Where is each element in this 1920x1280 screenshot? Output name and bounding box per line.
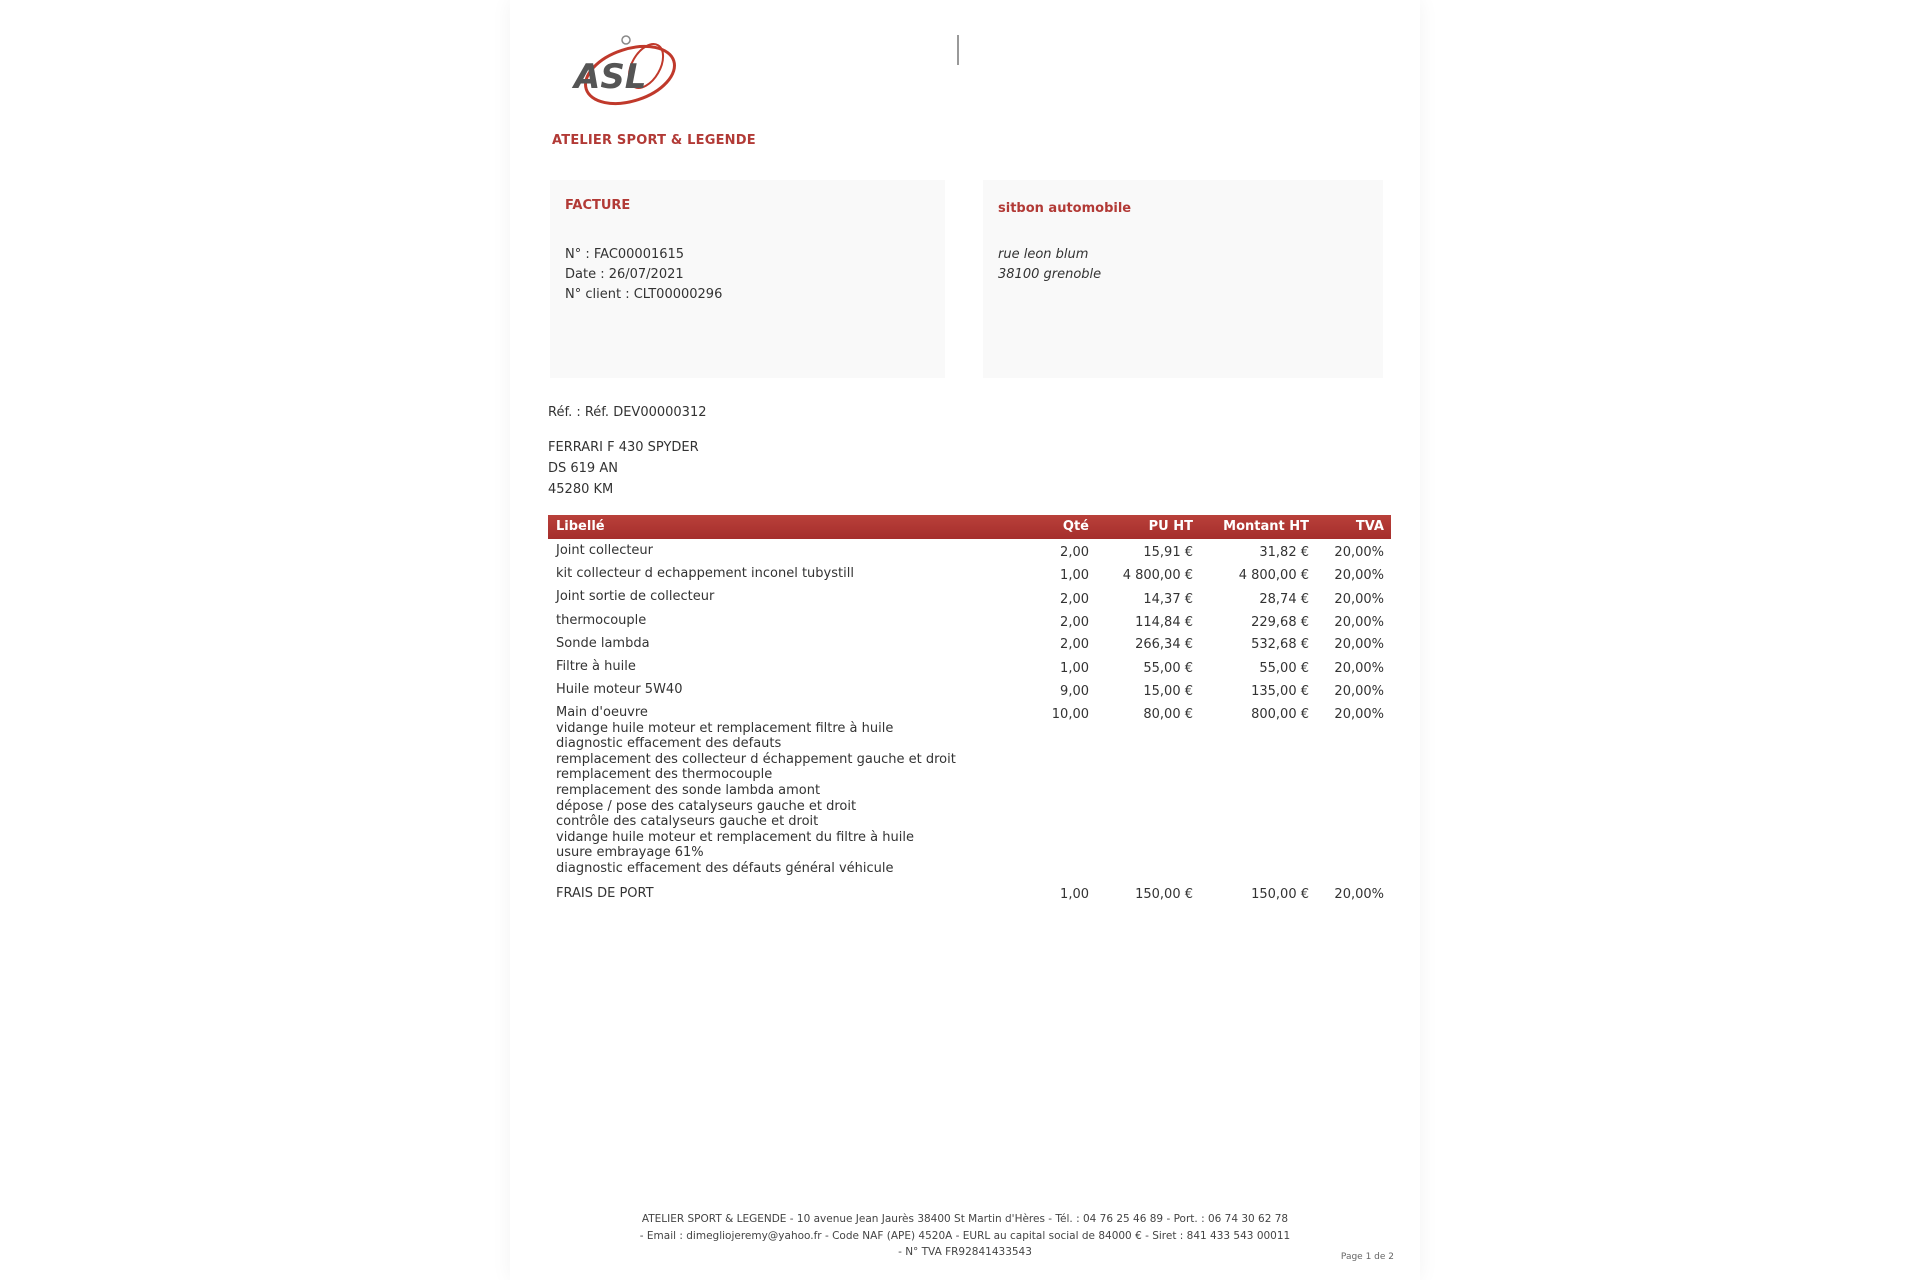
labor-detail: remplacement des sonde lambda amont — [556, 782, 821, 798]
client-city: 38100 grenoble — [998, 267, 1102, 282]
logo-text: ASL — [574, 57, 647, 97]
cell-montant: 55,00 € — [1259, 661, 1309, 676]
cell-tva: 20,00% — [1334, 637, 1384, 652]
cell-pu: 15,91 € — [1143, 545, 1193, 560]
header-qte: Qté — [1062, 519, 1089, 534]
footer-line-3: - N° TVA FR92841433543 — [898, 1246, 1032, 1258]
table-row — [548, 658, 1391, 681]
cell-libelle: kit collecteur d echappement inconel tubystill — [556, 566, 854, 581]
vehicle-plate: DS 619 AN — [548, 461, 618, 476]
labor-detail: contrôle des catalyseurs gauche et droit — [556, 814, 819, 830]
labor-detail: diagnostic effacement des défauts général véhicule — [556, 860, 894, 876]
cell-tva: 20,00% — [1334, 684, 1384, 699]
labor-detail: vidange huile moteur et remplacement du filtre à huile — [556, 829, 914, 845]
labor-detail: dépose / pose des catalyseurs gauche et droit — [556, 798, 857, 814]
company-logo — [558, 30, 688, 115]
cell-pu: 4 800,00 € — [1122, 568, 1193, 583]
labor-detail: usure embrayage 61% — [556, 845, 704, 861]
cell-libelle: Joint sortie de collecteur — [556, 589, 715, 604]
page-footer — [510, 1211, 1420, 1261]
cell-pu: 150,00 € — [1135, 887, 1193, 902]
table-row — [548, 634, 1391, 658]
page-number: Page 1 de 2 — [1340, 1252, 1394, 1262]
cell-qte: 1,00 — [1060, 568, 1089, 583]
header-tva: TVA — [1355, 519, 1384, 534]
cell-libelle: thermocouple — [556, 613, 647, 628]
vehicle-model: FERRARI F 430 SPYDER — [548, 440, 699, 455]
cell-pu: 14,37 € — [1143, 592, 1193, 607]
table-row — [548, 611, 1391, 634]
cell-libelle: Joint collecteur — [556, 543, 654, 558]
company-name: ATELIER SPORT & LEGENDE — [552, 133, 756, 148]
labor-detail: vidange huile moteur et remplacement filtre à huile — [556, 720, 894, 736]
scan-mark — [957, 35, 959, 65]
cell-tva: 20,00% — [1334, 707, 1384, 722]
client-street: rue leon blum — [998, 247, 1089, 262]
header-montant: Montant HT — [1223, 519, 1309, 534]
cell-montant: 28,74 € — [1259, 592, 1309, 607]
cell-montant: 135,00 € — [1251, 684, 1309, 699]
labor-detail: remplacement des thermocouple — [556, 767, 773, 783]
invoice-title: FACTURE — [565, 198, 631, 213]
table-row — [548, 681, 1391, 705]
quote-reference: Réf. : Réf. DEV00000312 — [548, 405, 707, 420]
invoice-number: N° : FAC00001615 — [565, 247, 685, 262]
cell-tva: 20,00% — [1334, 615, 1384, 630]
table-row — [548, 885, 1391, 909]
invoice-page — [510, 0, 1420, 1280]
table-row-labor — [548, 705, 1391, 885]
cell-tva: 20,00% — [1334, 887, 1384, 902]
cell-libelle: Main d'oeuvre — [556, 705, 648, 720]
cell-pu: 55,00 € — [1143, 661, 1193, 676]
vehicle-mileage: 45280 KM — [548, 482, 614, 497]
cell-libelle: Filtre à huile — [556, 659, 636, 674]
cell-pu: 266,34 € — [1135, 637, 1193, 652]
cell-tva: 20,00% — [1334, 592, 1384, 607]
footer-line-1: ATELIER SPORT & LEGENDE - 10 avenue Jean Jaurès 38400 St Martin d'Hères - Tél. : 04 76 25 46 89 - Port. : 06 74 30 62 78 — [641, 1213, 1289, 1225]
cell-qte: 9,00 — [1060, 684, 1089, 699]
cell-tva: 20,00% — [1334, 545, 1384, 560]
client-number: N° client : CLT00000296 — [565, 287, 723, 302]
header-pu: PU HT — [1148, 519, 1193, 534]
table-row — [548, 563, 1391, 587]
cell-qte: 2,00 — [1060, 592, 1089, 607]
cell-pu: 15,00 € — [1143, 684, 1193, 699]
labor-block — [556, 705, 956, 877]
invoice-meta — [565, 245, 722, 305]
labor-detail: remplacement des collecteur d échappement gauche et droit — [556, 751, 956, 767]
cell-qte: 2,00 — [1060, 545, 1089, 560]
vehicle-info — [548, 437, 699, 500]
cell-qte: 2,00 — [1060, 637, 1089, 652]
cell-qte: 10,00 — [1051, 707, 1089, 722]
labor-detail: diagnostic effacement des defauts — [556, 736, 782, 752]
client-address — [998, 245, 1101, 285]
cell-pu: 80,00 € — [1143, 707, 1193, 722]
cell-tva: 20,00% — [1334, 661, 1384, 676]
cell-qte: 1,00 — [1060, 887, 1089, 902]
cell-tva: 20,00% — [1334, 568, 1384, 583]
table-row — [548, 539, 1391, 563]
cell-montant: 800,00 € — [1251, 707, 1309, 722]
cell-libelle: Sonde lambda — [556, 636, 650, 651]
cell-libelle: FRAIS DE PORT — [556, 886, 654, 901]
cell-montant: 31,82 € — [1259, 545, 1309, 560]
table-row — [548, 587, 1391, 611]
cell-montant: 150,00 € — [1251, 887, 1309, 902]
invoice-lines-table — [548, 515, 1391, 909]
cell-montant: 4 800,00 € — [1238, 568, 1309, 583]
cell-montant: 229,68 € — [1251, 615, 1309, 630]
cell-libelle: Huile moteur 5W40 — [556, 682, 683, 697]
header-libelle: Libellé — [556, 519, 605, 534]
footer-line-2: - Email : dimegliojeremy@yahoo.fr - Code NAF (APE) 4520A - EURL au capital social de 84000 € - Siret : 841 433 543 00011 — [639, 1229, 1291, 1242]
invoice-date: Date : 26/07/2021 — [565, 267, 684, 282]
client-name: sitbon automobile — [998, 201, 1132, 216]
cell-qte: 1,00 — [1060, 661, 1089, 676]
cell-montant: 532,68 € — [1251, 637, 1309, 652]
table-header — [548, 515, 1391, 539]
cell-pu: 114,84 € — [1135, 615, 1193, 630]
cell-qte: 2,00 — [1060, 615, 1089, 630]
